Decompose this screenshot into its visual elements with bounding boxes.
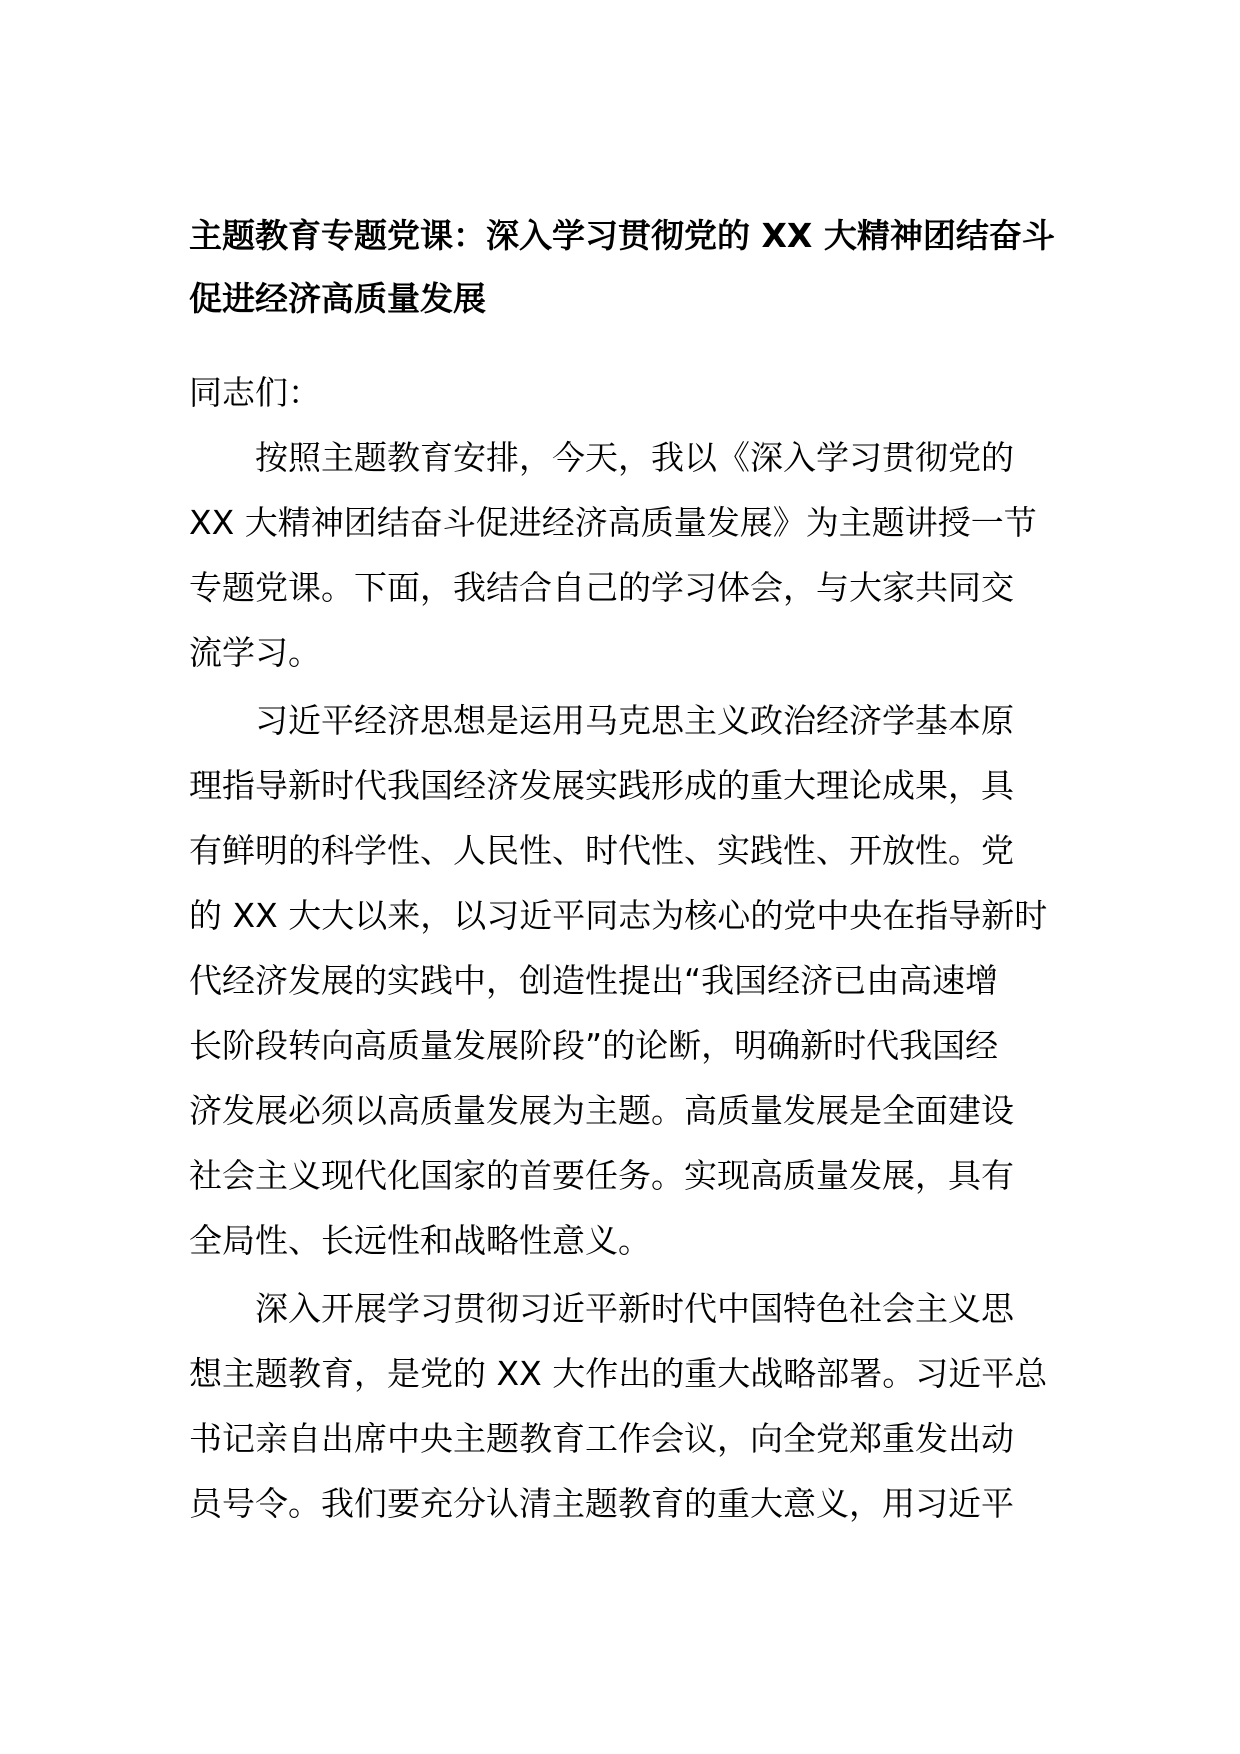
paragraph-line: 专题党课。下面，我结合自己的学习体会，与大家共同交	[189, 568, 1014, 607]
paragraph-line: 按照主题教育安排，今天，我以《深入学习贯彻党的	[255, 438, 1014, 477]
paragraph-line: 书记亲自出席中央主题教育工作会议，向全党郑重发出动	[189, 1419, 1014, 1458]
paragraph	[189, 425, 1051, 685]
paragraph-line: 理指导新时代我国经济发展实践形成的重大理论成果，具	[189, 766, 1014, 805]
paragraph-line: 全局性、长远性和战略性意义。	[189, 1221, 651, 1260]
paragraph	[189, 688, 1051, 1273]
paragraph-line: 济发展必须以高质量发展为主题。高质量发展是全面建设	[189, 1091, 1014, 1130]
paragraph-line: 有鲜明的科学性、人民性、时代性、实践性、开放性。党	[189, 831, 1014, 870]
title-line: 促进经济高质量发展	[189, 279, 486, 318]
document-content	[189, 204, 1055, 1536]
paragraph-line: 长阶段转向高质量发展阶段”的论断，明确新时代我国经	[189, 1026, 999, 1065]
paragraph-line: 社会主义现代化国家的首要任务。实现高质量发展，具有	[189, 1156, 1014, 1195]
paragraph-line: 员号令。我们要充分认清主题教育的重大意义，用习近平	[189, 1484, 1014, 1523]
paragraph-line: 代经济发展的实践中，创造性提出“我国经济已由高速增	[189, 961, 999, 1000]
paragraph-line: 习近平经济思想是运用马克思主义政治经济学基本原	[255, 701, 1014, 740]
greeting: 同志们：	[189, 373, 321, 412]
paragraph-line: 深入开展学习贯彻习近平新时代中国特色社会主义思	[255, 1289, 1014, 1328]
document-title	[189, 204, 1055, 330]
paragraph	[189, 1276, 1051, 1536]
paragraph-line: 的 XX 大大以来，以习近平同志为核心的党中央在指导新时	[189, 896, 1048, 935]
document-body	[189, 360, 1051, 1536]
title-line: 主题教育专题党课：深入学习贯彻党的 XX 大精神团结奋斗	[189, 216, 1055, 255]
paragraph-line: 想主题教育，是党的 XX 大作出的重大战略部署。习近平总	[189, 1354, 1048, 1393]
paragraph-line: XX 大精神团结奋斗促进经济高质量发展》为主题讲授一节	[189, 503, 1037, 542]
paragraph-line: 流学习。	[189, 633, 321, 672]
